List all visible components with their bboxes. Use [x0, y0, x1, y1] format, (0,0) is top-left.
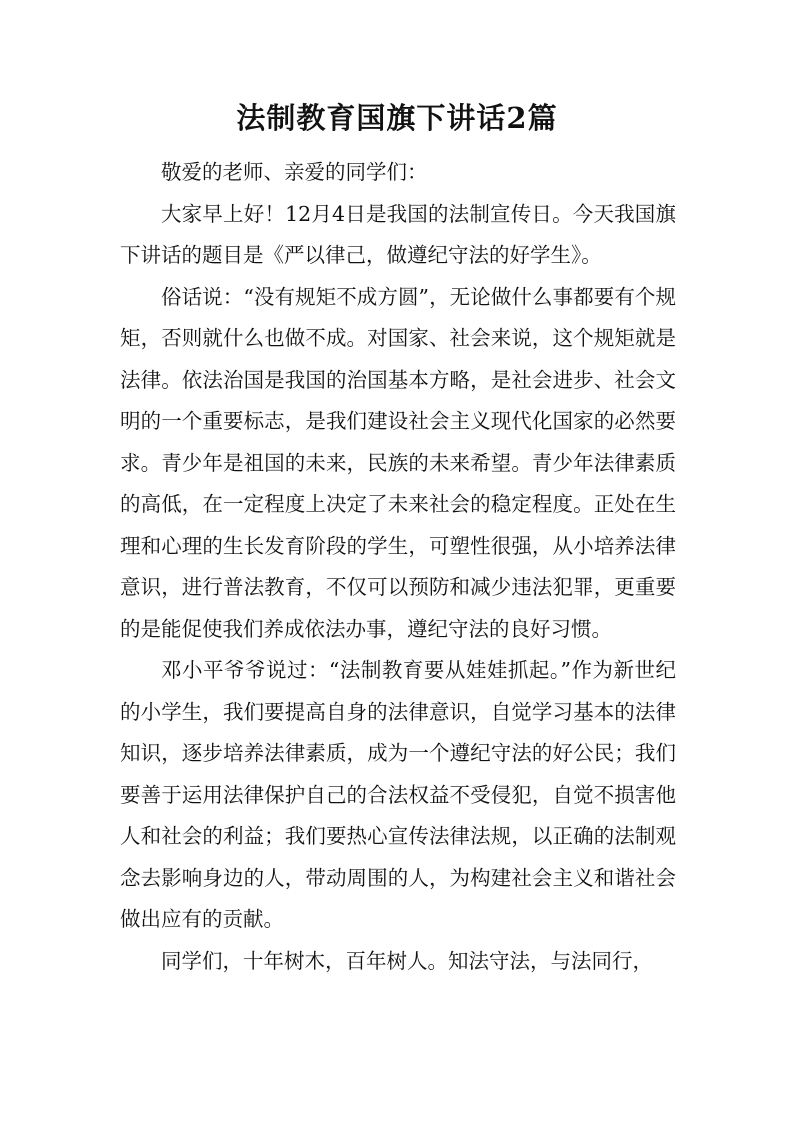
paragraph-greeting: 敬爱的老师、亲爱的同学们： [161, 160, 428, 184]
paragraph-closing: 同学们，十年树木，百年树人。知法守法，与法同行， [161, 948, 653, 973]
document-title: 法制教育国旗下讲话2篇 [236, 101, 558, 135]
document-body [120, 152, 676, 982]
paragraph-deng-xiaoping-quote: 邓小平爷爷说过：“法制教育要从娃娃抓起。”作为新世纪的小学生，我们要提高自身的法律意识，自觉学习基本的法律知识，逐步培养法律素质，成为一个遵纪守法的好公民；我们要善于运用法律保护自己的合法权益不受侵犯，自觉不损害他人和社会的利益；我们要热心宣传法律法规，以正确的法制观念去影响身边的人，带动周围的人，为构建社会主义和谐社会做出应有的贡献。 [120, 658, 676, 931]
paragraph-proverb: 俗话说：“没有规矩不成方圆”，无论做什么事都要有个规矩，否则就什么也做不成。对国家、社会来说，这个规矩就是法律。依法治国是我国的治国基本方略，是社会进步、社会文明的一个重要标志，是我们建设社会主义现代化国家的必然要求。青少年是祖国的未来，民族的未来希望。青少年法律素质的高低，在一定程度上决定了未来社会的稳定程度。正处在生理和心理的生长发育阶段的学生，可塑性很强，从小培养法律意识，进行普法教育，不仅可以预防和减少违法犯罪，更重要的是能促使我们养成依法办事，遵纪守法的良好习惯。 [120, 284, 676, 641]
paragraph-opening: 大家早上好！12月4日是我国的法制宣传日。今天我国旗下讲话的题目是《严以律己，做遵纪守法的好学生》。 [120, 201, 676, 267]
